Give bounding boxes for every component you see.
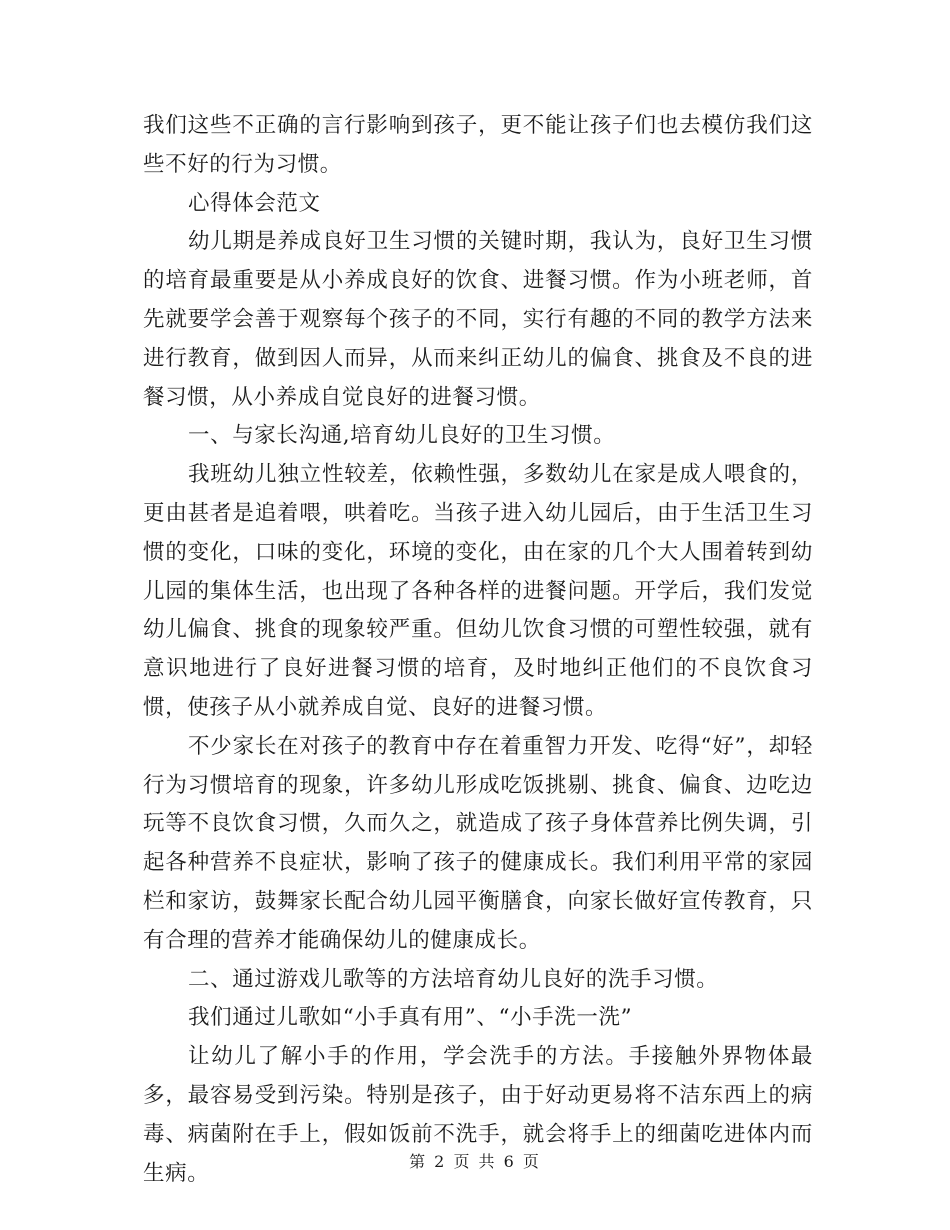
paragraph-section-2a: 我们通过儿歌如“小手真有用”、“小手洗一洗” xyxy=(188,1005,633,1031)
document-body xyxy=(143,107,813,1193)
page-number-footer: 第 2 页 共 6 页 xyxy=(409,1152,541,1171)
heading-section-2: 二、通过游戏儿歌等的方法培育幼儿良好的洗手习惯。 xyxy=(188,966,719,992)
paragraph-intro: 幼儿期是养成良好卫生习惯的关键时期，我认为，良好卫生习惯的培育最重要是从小养成良好的饮食、进餐习惯。作为小班老师，首先就要学会善于观察每个孩子的不同，实行有趣的不同的教学方法来进行教育，做到因人而异，从而来纠正幼儿的偏食、挑食及不良的进餐习惯，从小养成自觉良好的进餐习惯。 xyxy=(143,229,813,410)
heading-section-1: 一、与家长沟通,培育幼儿良好的卫生习惯。 xyxy=(188,423,616,449)
section-title: 心得体会范文 xyxy=(188,190,321,216)
paragraph-section-2b: 让幼儿了解小手的作用，学会洗手的方法。手接触外界物体最多，最容易受到污染。特别是孩子，由于好动更易将不洁东西上的病毒、病菌附在手上，假如饭前不洗手，就会将手上的细菌吃进体内而生病。 xyxy=(143,1044,813,1186)
paragraph-section-1a: 我班幼儿独立性较差，依赖性强，多数幼儿在家是成人喂食的，更由甚者是追着喂，哄着吃。当孩子进入幼儿园后，由于生活卫生习惯的变化，口味的变化，环境的变化，由在家的几个大人围着转到幼儿园的集体生活，也出现了各种各样的进餐问题。开学后，我们发觉幼儿偏食、挑食的现象较严重。但幼儿饮食习惯的可塑性较强，就有意识地进行了良好进餐习惯的培育，及时地纠正他们的不良饮食习惯，使孩子从小就养成自觉、良好的进餐习惯。 xyxy=(143,462,813,720)
paragraph-section-1b: 不少家长在对孩子的教育中存在着重智力开发、吃得“好”，却轻行为习惯培育的现象，许多幼儿形成吃饭挑剔、挑食、偏食、边吃边玩等不良饮食习惯，久而久之，就造成了孩子身体营养比例失调，引起各种营养不良症状，影响了孩子的健康成长。我们利用平常的家园栏和家访，鼓舞家长配合幼儿园平衡膳食，向家长做好宣传教育，只有合理的营养才能确保幼儿的健康成长。 xyxy=(143,733,813,953)
paragraph-1: 我们这些不正确的言行影响到孩子，更不能让孩子们也去模仿我们这些不好的行为习惯。 xyxy=(143,113,813,177)
